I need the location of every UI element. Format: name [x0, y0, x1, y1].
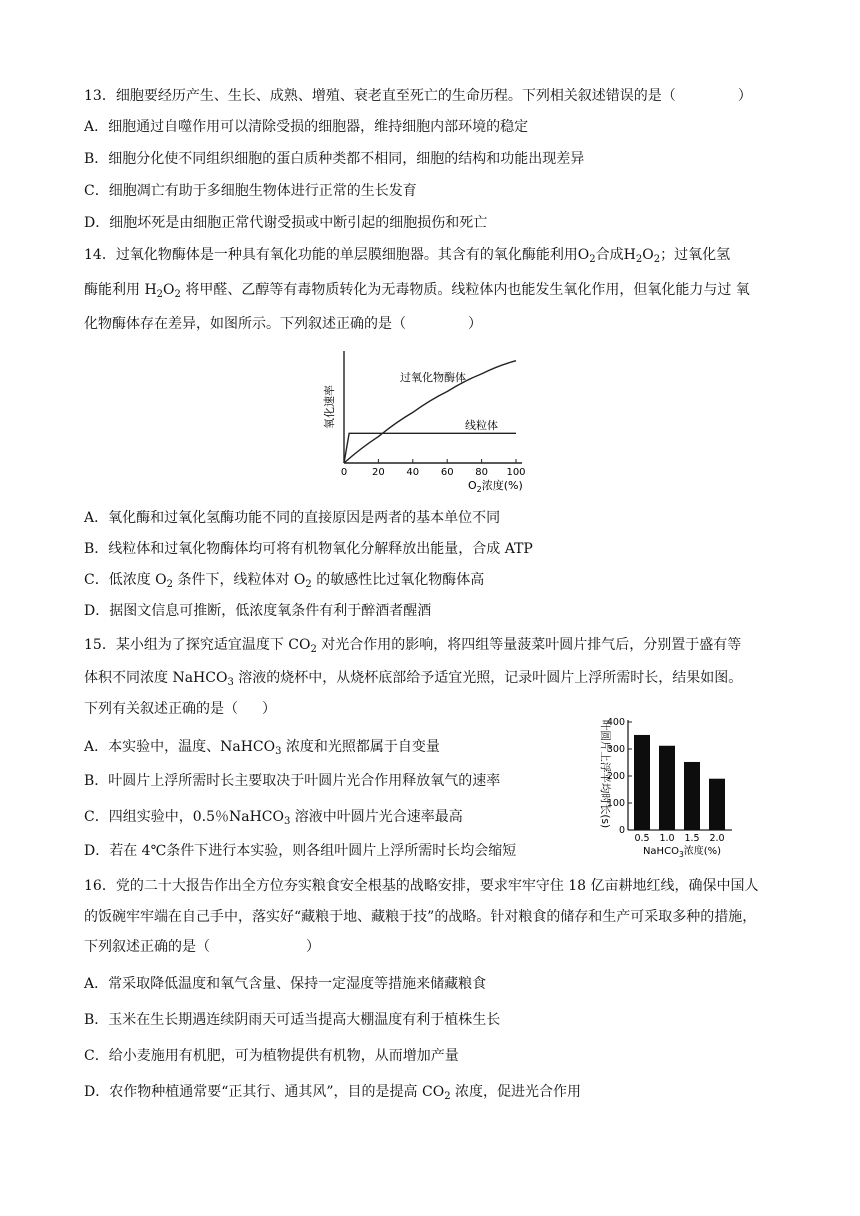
- q16-stem-line3: 下列叙述正确的是（ ）: [84, 939, 320, 955]
- q14-stem-line2: 酶能利用 $H_2O_2$ 将甲醛、乙醇等有毒物质转化为无毒物质。线粒体内也能发生氧化作用，但氧化能力与过 氧: [84, 282, 750, 300]
- x-tick-label: 0: [340, 467, 348, 478]
- y-tick-label: 100: [606, 798, 625, 809]
- x-tick-label: 60: [440, 467, 454, 478]
- x-tick-label: 80: [475, 467, 488, 478]
- x-tick-label: 2.0: [709, 833, 725, 844]
- q15-stem-line3: 下列有关叙述正确的是（ ）: [84, 701, 276, 717]
- y-tick-label: 0: [618, 825, 625, 836]
- series-label-mitochondria: 线粒体: [465, 419, 498, 432]
- q14-option-c[interactable]: C．低浓度 $O_2$ 条件下，线粒体对 $O_2$ 的敏感性比过氧化物酶体高: [84, 572, 485, 590]
- q15-option-b[interactable]: B．叶圆片上浮所需时长主要取决于叶圆片光合作用释放氧气的速率: [84, 773, 501, 789]
- x-tick-label: 40: [406, 467, 420, 478]
- x-tick-label: 100: [506, 467, 526, 478]
- q14-stem-line1: 14．过氧化物酶体是一种具有氧化功能的单层膜细胞器。其含有的氧化酶能利用$O_2$合成$H_2O_2$；过氧化氢: [84, 247, 731, 265]
- x-axis-label: $O_2$浓度(%): [468, 479, 523, 494]
- q16-option-a[interactable]: A．常采取降低温度和氧气含量、保持一定湿度等措施来储藏粮食: [84, 976, 487, 992]
- q16-option-d[interactable]: D．农作物种植通常要“正其行、通其风”，目的是提高 $CO_2$ 浓度，促进光合作用: [84, 1084, 582, 1102]
- q13-option-d[interactable]: D．细胞坏死是由细胞正常代谢受损或中断引起的细胞损伤和死亡: [84, 215, 488, 231]
- y-tick-label: 200: [606, 771, 625, 782]
- bar-2.0: [709, 779, 725, 830]
- q14-stem-line3: 化物酶体存在差异，如图所示。下列叙述正确的是（ ）: [84, 316, 482, 332]
- series-line-mitochondria: [344, 433, 516, 463]
- q15-stem-line2: 体积不同浓度 NaHCO$_3$ 溶液的烧杯中，从烧杯底部给予适宜光照，记录叶圆片上浮所需时长，结果如图。: [84, 670, 743, 688]
- q16-stem-line2: 的饭碗牢牢端在自己手中，落实好“藏粮于地、藏粮于技”的战略。针对粮食的储存和生产可采取多种的措施，: [84, 909, 757, 925]
- x-tick-label: 20: [372, 467, 385, 478]
- q13-option-c[interactable]: C．细胞凋亡有助于多细胞生物体进行正常的生长发育: [84, 183, 417, 199]
- q13-option-a[interactable]: A．细胞通过自噬作用可以清除受损的细胞器，维持细胞内部环境的稳定: [84, 119, 529, 135]
- x-axis-label: NaHCO$_3$浓度(%): [642, 846, 722, 858]
- q14-option-a[interactable]: A．氧化酶和过氧化氢酶功能不同的直接原因是两者的基本单位不同: [84, 510, 501, 526]
- series-label-peroxisome: 过氧化物酶体: [400, 371, 466, 384]
- y-tick-label: 300: [606, 744, 625, 755]
- bar-1.5: [684, 762, 700, 830]
- bar-1.0: [659, 746, 675, 830]
- q16-stem-line1: 16．党的二十大报告作出全方位夯实粮食安全根基的战略安排，要求牢牢守住 18 亿亩耕地红线，确保中国人: [84, 878, 759, 894]
- q15-stem-line1: 15．某小组为了探究适宜温度下 $CO_2$ 对光合作用的影响，将四组等量菠菜叶圆片排气后，分别置于盛有等: [84, 637, 742, 655]
- float-time-bar-chart: [590, 708, 740, 858]
- oxidation-rate-chart: [320, 345, 540, 495]
- q13-stem: 13．细胞要经历产生、生长、成熟、增殖、衰老直至死亡的生命历程。下列相关叙述错误的是（ ）: [84, 88, 752, 104]
- q15-option-d[interactable]: D．若在 4℃条件下进行本实验，则各组叶圆片上浮所需时长均会缩短: [84, 843, 517, 859]
- q14-option-b[interactable]: B．线粒体和过氧化物酶体均可将有机物氧化分解释放出能量，合成 ATP: [84, 541, 533, 557]
- q15-option-a[interactable]: A．本实验中，温度、NaHCO$_3$ 浓度和光照都属于自变量: [84, 739, 440, 757]
- q16-option-b[interactable]: B．玉米在生长期遇连续阴雨天可适当提高大棚温度有利于植株生长: [84, 1012, 501, 1028]
- q15-option-c[interactable]: C．四组实验中，0.5％NaHCO$_3$ 溶液中叶圆片光合速率最高: [84, 809, 463, 827]
- q13-option-b[interactable]: B．细胞分化使不同组织细胞的蛋白质种类都不相同，细胞的结构和功能出现差异: [84, 151, 585, 167]
- y-axis-label: 氧化速率: [323, 385, 336, 429]
- x-tick-label: 1.0: [659, 833, 675, 844]
- bar-0.5: [634, 735, 650, 830]
- y-tick-label: 400: [606, 717, 625, 728]
- x-tick-label: 0.5: [634, 833, 650, 844]
- q16-option-c[interactable]: C．给小麦施用有机肥，可为植物提供有机物，从而增加产量: [84, 1048, 459, 1064]
- q14-option-d[interactable]: D．据图文信息可推断，低浓度氧条件有利于醉酒者醒酒: [84, 603, 432, 619]
- x-tick-label: 1.5: [684, 833, 700, 844]
- y-axis-label: 叶圆片上浮平均时长(s): [599, 719, 611, 829]
